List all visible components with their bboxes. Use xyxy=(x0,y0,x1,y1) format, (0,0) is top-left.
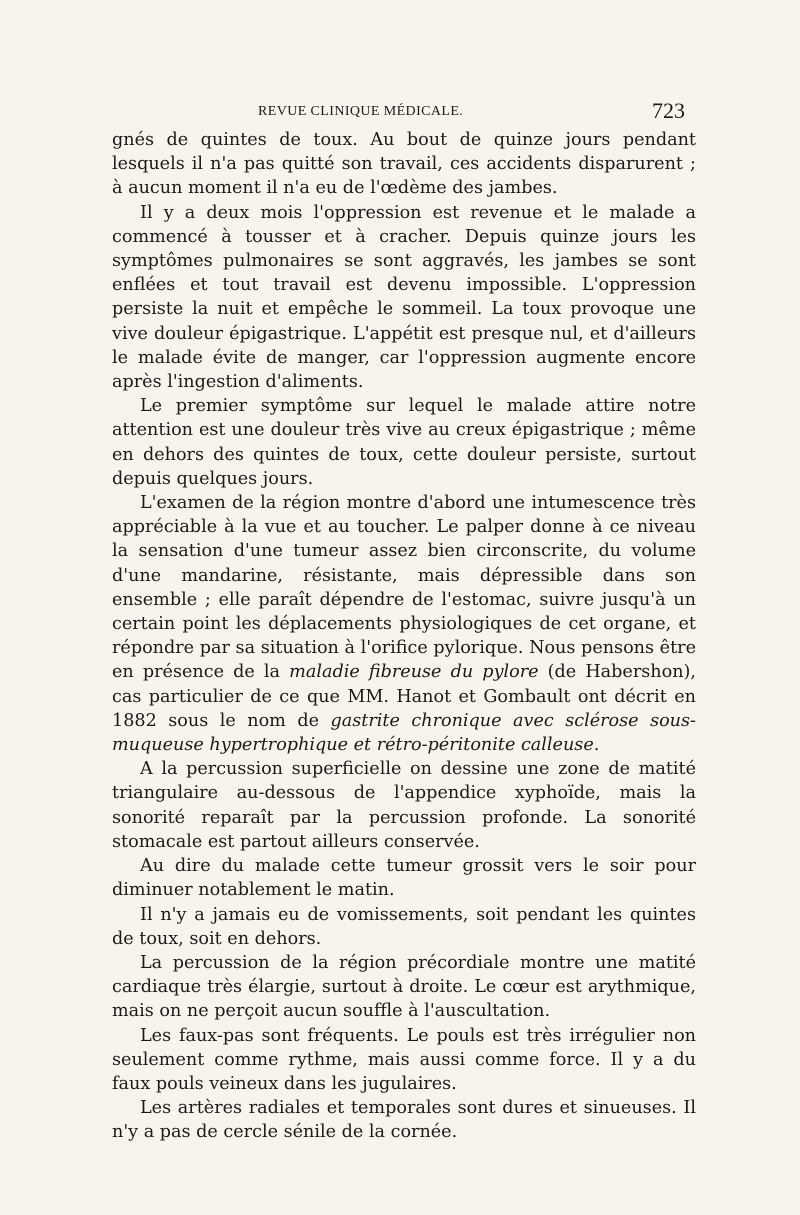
gastrite-name-italic: gastrite chronique avec sclérose sous-muqueuse hypertrophique et rétro-péritonite calleuse xyxy=(112,710,696,756)
paragraph-arteres: Les artères radiales et temporales sont dures et sinueuses. Il n'y a pas de cercle sénile de la cornée. xyxy=(112,1098,696,1143)
paragraph-pouls: Les faux-pas sont fréquents. Le pouls est très irrégulier non seulement comme rythme, mais aussi comme force. Il y a du faux pouls veineux dans les jugulaires. xyxy=(112,1025,696,1094)
paragraph-first-symptom: Le premier symptôme sur lequel le malade attire notre attention est une douleur très vive au creux épigastrique ; même en dehors des quintes de toux, cette douleur persiste, surtout depuis quelques jours. xyxy=(112,396,696,489)
paragraph-oppression: Il y a deux mois l'oppression est revenue et le malade a commencé à tousser et à cracher. Depuis quinze jours les symptômes pulmonaires se sont aggravés, les jambes se sont enflées et tout travail est devenu impossible. L'oppression persiste la nuit et empêche le sommeil. La toux provoque une vive douleur épigastrique. L'appétit est presque nul, et d'ailleurs le malade évite de manger, car l'oppression augmente encore après l'ingestion d'aliments. xyxy=(112,202,696,393)
examen-text-middle: (de Habershon), cas particulier de ce que MM. Hanot et Gombault ont décrit en 1882 sous le nom de xyxy=(112,662,696,731)
page-number: 723 xyxy=(652,98,685,123)
paragraph-continuation: gnés de quintes de toux. Au bout de quinze jours pendant lesquels il n'a pas quitté son travail, ces accidents disparurent ; à aucun moment il n'a eu de l'œdème des jambes. xyxy=(112,130,696,199)
page-header xyxy=(110,98,685,124)
paragraph-precordiale: La percussion de la région précordiale montre une matité cardiaque très élargie, surtout à droite. Le cœur est arythmique, mais on ne perçoit aucun souffle à l'auscultation. xyxy=(112,952,696,1022)
body-text xyxy=(112,128,696,1145)
paragraph-percussion: A la percussion superficielle on dessine une zone de matité triangulaire au-dessous de l'appendice xyphoïde, mais la sonorité reparaît par la percussion profonde. La sonorité stomacale est partout ailleurs conservée. xyxy=(112,759,696,852)
paragraph-tumeur: Au dire du malade cette tumeur grossit vers le soir pour diminuer notablement le matin. xyxy=(112,856,696,901)
paragraph-examen xyxy=(112,491,696,757)
running-title: REVUE CLINIQUE MÉDICALE. xyxy=(258,104,464,119)
paragraph-vomissements: Il n'y a jamais eu de vomissements, soit pendant les quintes de toux, soit en dehors. xyxy=(112,904,696,949)
examen-text-start: L'examen de la région montre d'abord une intumescence très appréciable à la vue et au toucher. Le palper donne à ce niveau la sensation d'une tumeur assez bien circonscrite, du volume d'une mandarine, résistante, mais dépressible dans son ensemble ; elle paraît dépendre de l'estomac, suivre jusqu'à un certain point les déplacements physiologiques de cet organe, et répondre par sa situation à l'orifice pylorique. Nous pensons être en présence de la xyxy=(112,493,696,683)
examen-text-end: . xyxy=(593,735,600,756)
disease-name-italic: maladie fibreuse du pylore xyxy=(289,662,539,683)
